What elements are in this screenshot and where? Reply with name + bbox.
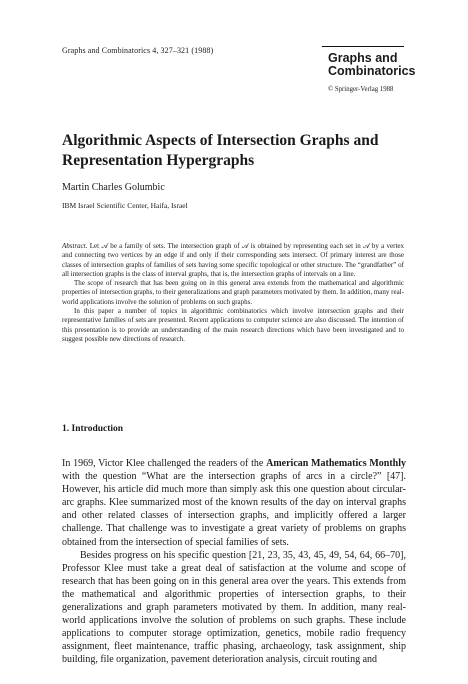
abstract-text-1: Let 𝒜 be a family of sets. The intersection graph of 𝒜 is obtained by representing each set in 𝒜 by a vertex and connecting two vertices by an edge if and only if their corresponding sets intersect. Of primary interest are those classes of intersection graphs of families of sets having some specific topological or other structure. The “grandfather” of all intersection graphs is the class of interval graphs, that is, the intersection graphs of intervals on a line. [62,242,404,278]
abstract-paragraph-3: In this paper a number of topics in algorithmic combinatorics which involve intersection graphs and their representative families of sets are presented. Recent applications to computer science are also discussed. The intention of this presentation is to provide an understanding of the main research directions which have been investigated and to suggest possible new directions of research. [62,307,404,343]
body-paragraph-1 [62,457,406,549]
body-text [62,457,406,667]
article-title: Algorithmic Aspects of Intersection Graphs and Representation Hypergraphs [62,132,379,169]
brand-line-1: Graphs and [328,51,398,65]
abstract [62,242,404,344]
abstract-paragraph-2: The scope of research that has been going on in this general area extends from the mathematical and algorithmic properties of intersection graphs, to their generalizations and graph parameters motivated by them. In addition, many real-world applications involve the solution of problems on such graphs. [62,279,404,306]
body-text-1a: In 1969, Victor Klee challenged the readers of the [62,458,264,469]
abstract-paragraph-1 [62,242,404,279]
journal-brand [328,52,416,78]
body-text-1b: with the question “What are the intersection graphs of arcs in a circle?” [47]. However, his article did much more than simply ask this one question about circular-arc graphs. Klee summarized most of the known results of the day on interval graphs and other related classes of intersection graphs, and implicitly offered a larger challenge. That challenge was to investigate a great variety of problems on graphs obtained from the intersection of special families of sets. [62,471,406,548]
abstract-label: Abstract. [62,242,88,250]
author-name: Martin Charles Golumbic [62,182,165,193]
brand-line-2: Combinatorics [328,64,416,78]
author-affiliation: IBM Israel Scientific Center, Haifa, Israel [62,201,188,210]
journal-venue: American Mathematics Monthly [266,458,407,469]
body-paragraph-2: Besides progress on his specific question [21, 23, 35, 43, 45, 49, 54, 64, 66–70], Professor Klee must take a great deal of satisfaction at the volume and scope of research that has been going on in this general area over the years. This extends from the mathematical and algorithmic properties of intersection graphs, to their generalizations and graph parameters motivated by them. In addition, many real-world applications involve the solution of problems on such graphs. These include applications to computer storage optimization, genetics, mobile radio frequency assignment, fleet maintenance, traffic phasing, archaeology, task assignment, ship building, file organization, pavement deterioration analysis, circuit routing and [62,549,406,666]
brand-copyright: © Springer-Verlag 1988 [328,86,394,93]
section-heading: 1. Introduction [62,424,124,434]
running-head: Graphs and Combinatorics 4, 327–321 (1988) [62,46,214,55]
brand-rule [322,46,404,47]
